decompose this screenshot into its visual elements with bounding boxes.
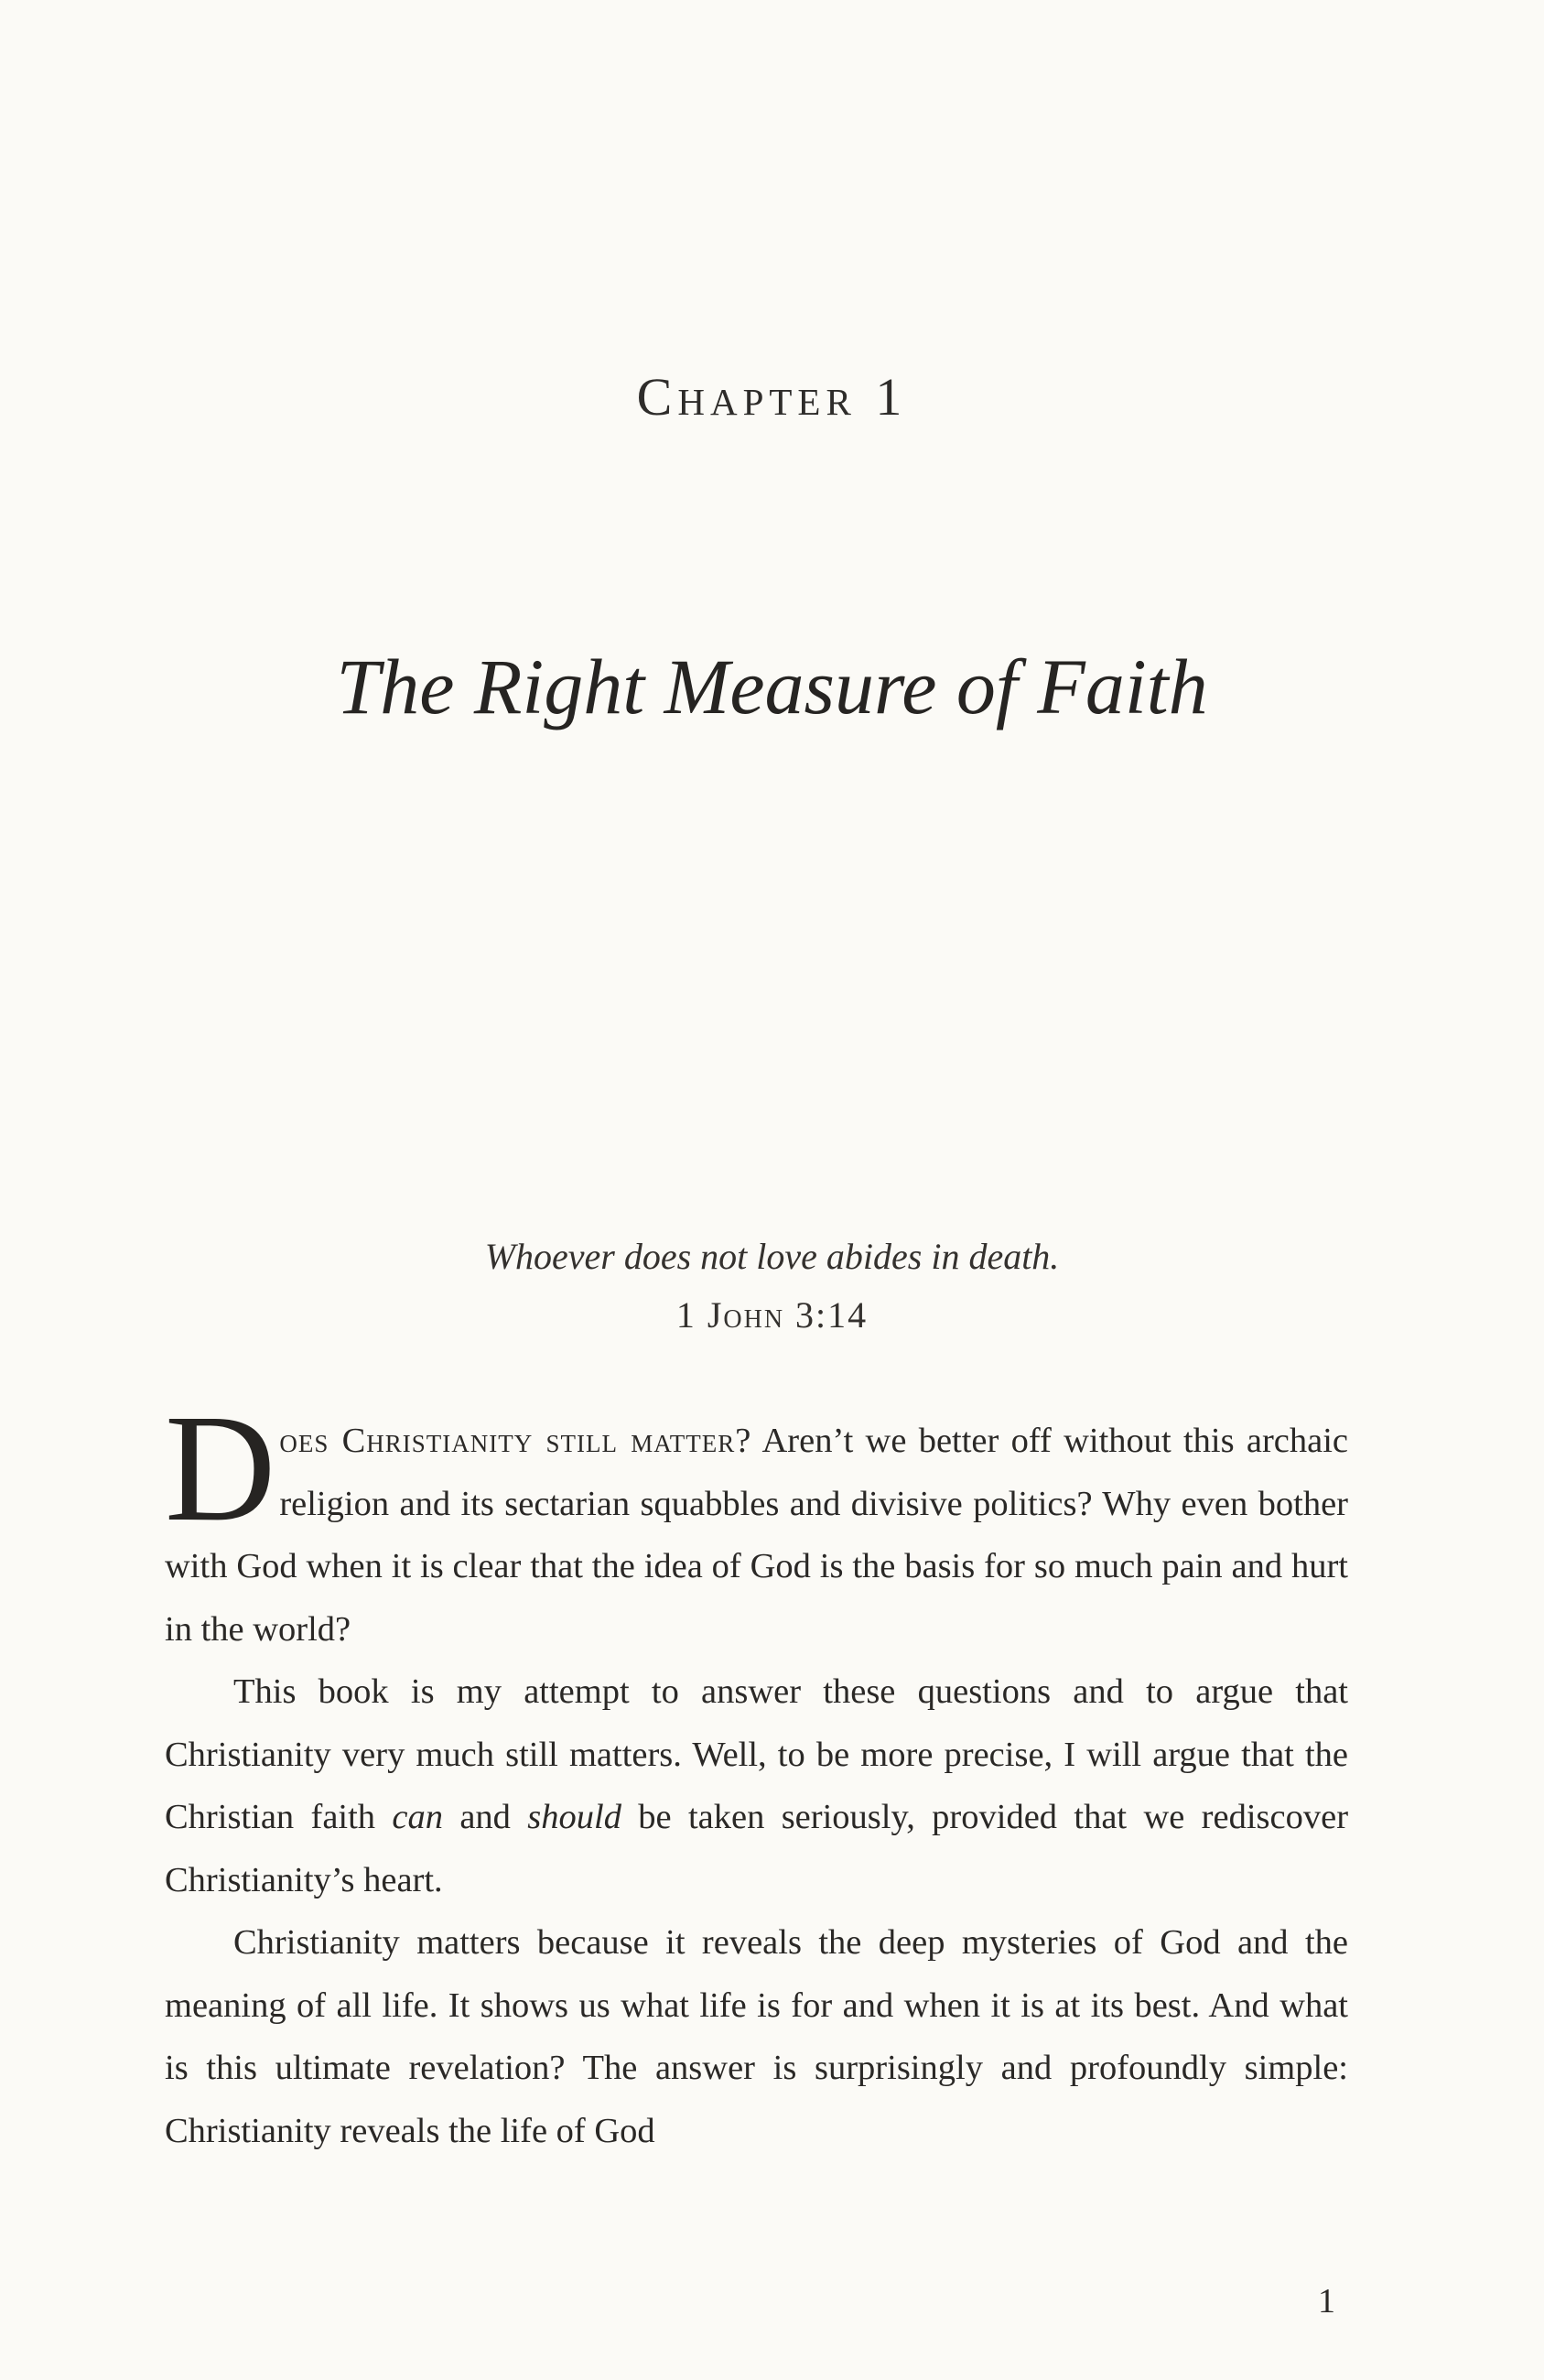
page-number: 1 xyxy=(1318,2282,1335,2320)
paragraph-3-text: Christianity matters because it reveals the deep mysteries of God and the meaning of all life. It shows us what life is for and when it is at its best. And what is this ultimate revelation? The answer is surprisingly and profoundly simple: Christianity reveals the life of God xyxy=(165,1923,1348,2150)
paragraph-3 xyxy=(165,1911,1348,2162)
body-text xyxy=(165,1383,1349,2162)
paragraph-1-text: Aren’t we better off without this archaic religion and its sectarian squabbles and divisive politics? Why even bother with God when it is clear that the idea of God is the basis for so much pain and hurt in the world? xyxy=(165,1422,1348,1649)
epigraph-source: 1 John 3:14 xyxy=(675,1294,869,1336)
chapter-title: The Right Measure of Faith xyxy=(336,643,1208,730)
paragraph-2-text-b: and xyxy=(443,1798,528,1836)
paragraph-2-text-a: This book is my attempt to answer these questions and to argue that Christianity very much still matters. Well, to be more precise, I will argue that the Christian faith xyxy=(165,1672,1348,1836)
emphasis-should: should xyxy=(527,1798,621,1836)
drop-cap: D xyxy=(165,1383,276,1553)
epigraph xyxy=(0,1231,1544,1343)
emphasis-can: can xyxy=(392,1798,443,1836)
lead-in: oes Christianity still matter? xyxy=(279,1422,752,1460)
chapter-label: Chapter 1 xyxy=(636,367,908,427)
paragraph-2-text-c: be taken seriously, provided that we rediscover Christianity’s heart. xyxy=(165,1798,1349,1899)
epigraph-quote: Whoever does not love abides in death. xyxy=(484,1236,1060,1277)
paragraph-1 xyxy=(165,1383,1348,1661)
paragraph-2 xyxy=(165,1661,1348,1911)
